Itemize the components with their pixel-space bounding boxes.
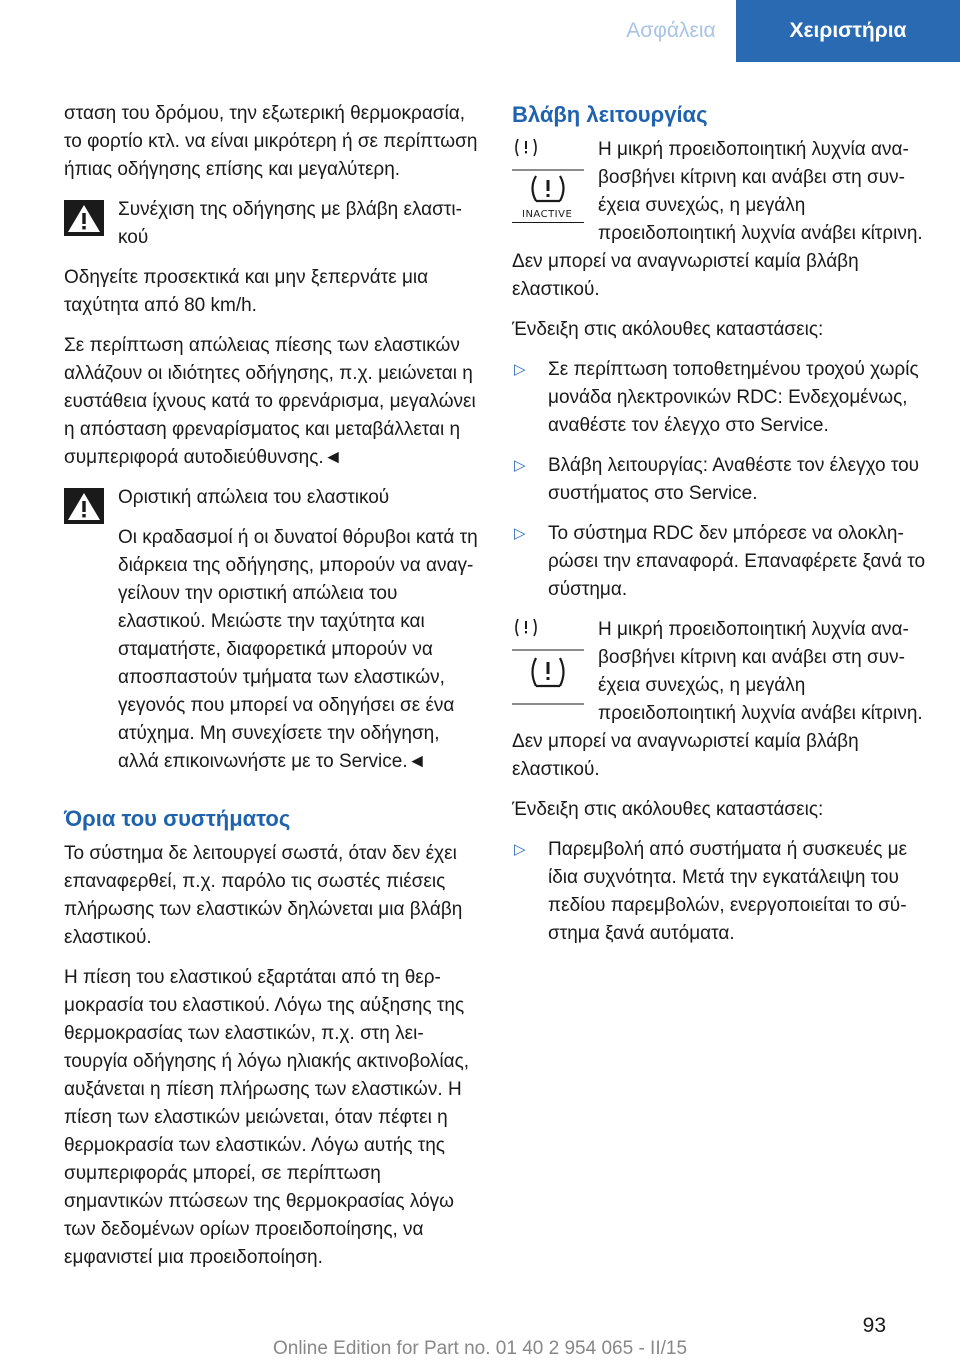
warning-block-tire-loss	[64, 484, 480, 776]
heading-malfunction: Βλάβη λειτουργίας	[512, 102, 708, 127]
list-item: ▷ Παρεμβολή από συστήματα ή συσκευές με ίδια συχνότητα. Μετά την εγκατάλειψη του πεδίου παρεμβολών, ενεργοποιείται το σύστημα ξανά αυτόματα.	[512, 836, 930, 948]
bullet-triangle-icon: ▷	[514, 457, 526, 474]
warning-title-flat-tire: Συνέχιση της οδήγησης με βλάβη ελαστικού	[118, 199, 462, 248]
list-item: ▷ Σε περίπτωση τοποθετημένου τροχού χωρίς μονάδα ηλεκτρονικών RDC: Ενδεχομένως, αναθέστε τον έλεγχο στο Service.	[512, 356, 930, 440]
limits-paragraph-temperature: Η πίεση του ελαστικού εξαρτάται από τη θερμοκρασία του ελαστικού. Λόγω της αύξησης της θερμοκρασίας των ελαστικών, π.χ. στη λειτουργία οδήγησης ή λόγω ηλιακής ακτινοβολίας, αυξάνεται η πίεση πλήρωσης των ελαστικών. Η πίεση των ελαστικών μειώνεται, όταν πέφτει η θερμοκρασία των ελαστικών. Λόγω αυτής της συμπεριφοράς μπορεί, σε περίπτωση σημαντικών πτώσεων της θερμοκρασίας λόγω των δεδομένων ορίων προειδοποίησης, να εμφανιστεί μια προειδοποίηση.	[64, 967, 470, 1268]
lamp-block-interference	[512, 616, 930, 784]
warning-paragraph-handling: Σε περίπτωση απώλειας πίεσης των ελαστικών αλλάζουν οι ιδιότητες οδήγησης, π.χ. μειώνεται η ευστάθεια ίχνους κατά το φρενάρισμα, μεγαλώνει η απόσταση φρεναρίσματος και μεταβάλλεται η συμπεριφορά αυτοδιεύθυνσης.◄	[64, 335, 476, 468]
warning-block-flat-tire	[64, 196, 480, 252]
lamp-description-inactive: Η μικρή προειδοποιητική λυχνία αναβοσβήνει κίτρινη και ανάβει στη συνέχεια συνεχώς, η μεγάλη προειδοποιητική λυχνία ανάβει κίτρινη. Δεν μπορεί να αναγνωριστεί καμία βλάβη ελαστικού.	[512, 139, 923, 300]
large-tire-pressure-lamp-icon	[512, 648, 584, 708]
section-tab-controls: Χειριστήρια	[736, 0, 960, 62]
small-tire-pressure-lamp-icon	[512, 616, 540, 640]
situations-intro-2: Ένδειξη στις ακόλουθες καταστάσεις:	[512, 799, 824, 820]
right-column	[512, 100, 930, 960]
bullet-triangle-icon: ▷	[514, 525, 526, 542]
limits-paragraph-reset: Το σύστημα δε λειτουργεί σωστά, όταν δεν έχει επαναφερθεί, π.χ. παρόλο τις σωστές πιέσεις πλήρωσης των ελαστικών δηλώνεται μια βλάβη ελαστικού.	[64, 843, 463, 948]
warning-title-tire-loss: Οριστική απώλεια του ελαστικού	[118, 487, 390, 508]
indicator-lamps	[512, 136, 596, 244]
small-tire-pressure-lamp-icon	[512, 136, 540, 160]
bullet-triangle-icon: ▷	[514, 361, 526, 378]
footer-edition: Online Edition for Part no. 01 40 2 954 065 - II/15	[272, 1338, 688, 1359]
intro-paragraph: σταση του δρόμου, την εξωτερική θερμοκρασία, το φορτίο κτλ. να είναι μικρότερη ή σε περίπτωση ήπιας οδήγησης επίσης και μεγαλύτερη.	[64, 103, 478, 180]
left-column	[64, 100, 480, 1284]
warning-paragraph-speed: Οδηγείτε προσεκτικά και μην ξεπερνάτε μια ταχύτητα από 80 km/h.	[64, 267, 429, 316]
warning-triangle-icon	[64, 488, 104, 524]
inactive-label: INACTIVE	[522, 209, 573, 220]
warning-paragraph-tire-loss: Οι κραδασμοί ή οι δυνατοί θόρυβοι κατά τη διάρκεια της οδήγησης, μπορούν να αναγγείλουν την οριστική απώλεια του ελαστικού. Μειώστε την ταχύτητα και σταματήστε, διαφορετικά μπορούν να αποσπαστούν τμήματα των ελαστικών, γεγονός που μπορεί να οδηγήσει σε ένα ατύχημα. Μη συνεχίσετε την οδήγηση, αλλά επικοινωνήστε με το Service.◄	[118, 527, 478, 772]
lamp-description-interference: Η μικρή προειδοποιητική λυχνία αναβοσβήνει κίτρινη και ανάβει στη συνέχεια συνεχώς, η μεγάλη προειδοποιητική λυχνία ανάβει κίτρινη. Δεν μπορεί να αναγνωριστεί καμία βλάβη ελαστικού.	[512, 619, 923, 780]
situations-list-1	[512, 356, 930, 604]
list-item: ▷ Βλάβη λειτουργίας: Αναθέστε τον έλεγχο του συστήματος στο Service.	[512, 452, 930, 508]
situations-list-2	[512, 836, 930, 948]
list-item: ▷ Το σύστημα RDC δεν μπόρεσε να ολοκληρώσει την επαναφορά. Επαναφέρετε ξανά το σύστημα.	[512, 520, 930, 604]
heading-system-limits: Όρια του συστήματος	[64, 806, 291, 831]
section-tab-safety: Ασφάλεια	[626, 19, 716, 42]
situations-intro-1: Ένδειξη στις ακόλουθες καταστάσεις:	[512, 319, 824, 340]
page-number: 93	[862, 1314, 886, 1337]
warning-triangle-icon	[64, 200, 104, 236]
bullet-triangle-icon: ▷	[514, 841, 526, 858]
indicator-lamps	[512, 616, 596, 728]
divider	[512, 222, 584, 223]
lamp-block-inactive	[512, 136, 930, 304]
page-header	[0, 0, 960, 62]
